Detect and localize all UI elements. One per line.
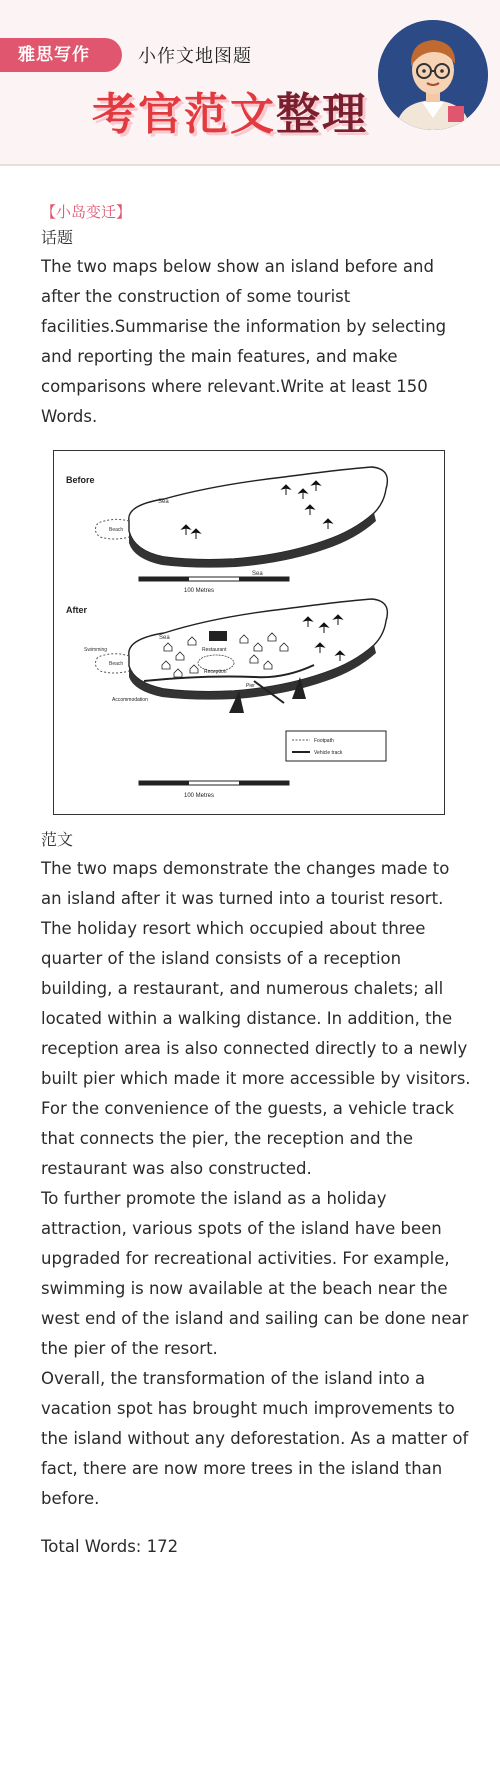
essay-paragraph-4: Overall, the transformation of the island into a vacation spot has brought much improvements to the island without any deforestation. As a matter of fact, there are now more trees in the island than before. (41, 1369, 469, 1508)
header-title (92, 78, 368, 142)
map-after-beach-label: Beach (109, 661, 124, 667)
map-before-sea-label: Sea (158, 499, 169, 505)
map-accommodation-label: Accommodation (112, 697, 148, 703)
essay-paragraph-3: To further promote the island as a holiday attraction, various spots of the island have been upgraded for recreational activities. For example, swimming is now available at the beach near the west end of the island and sailing can be done near the pier of the resort. (41, 1189, 469, 1358)
map-before-label: Before (66, 475, 95, 485)
map-before-beach-label: Beach (109, 527, 124, 533)
essay-paragraph-2: The holiday resort which occupied about three quarter of the island consists of a reception building, a restaurant, and numerous chalets; all located within a walking distance. In addition, the reception area is also connected directly to a newly built pier which made it more accessible by visitors. For the convenience of the guests, a vehicle track that connects the pier, the reception and the restaurant was also constructed. (41, 919, 471, 1178)
legend-footpath: Footpath (314, 738, 334, 744)
essay-label: 范文 (41, 830, 74, 849)
legend-vehicle-track: Vehicle track (314, 750, 343, 756)
map-before-scale-label: 100 Metres (184, 588, 215, 594)
map-after-label: After (66, 605, 88, 615)
map-pier-label: Pier (246, 683, 255, 689)
header-subtitle: 小作文地图题 (138, 46, 252, 67)
header-title-part1: 考官范文 (92, 89, 276, 140)
map-after-scale-label: 100 Metres (184, 793, 215, 799)
header-title-part2: 整理 (276, 89, 368, 140)
teacher-avatar (378, 20, 488, 130)
map-before-sea-label-2: Sea (252, 571, 263, 577)
header-divider (0, 164, 500, 166)
map-legend (286, 731, 386, 761)
restaurant-building (209, 631, 227, 641)
island-maps-figure (53, 450, 445, 815)
prompt-section (41, 200, 471, 432)
essay-section (41, 826, 471, 1562)
map-after-swimming-label: Swimming (84, 647, 108, 653)
header-tab: 雅思写作 (0, 38, 122, 72)
map-after-sea-label: Sea (159, 635, 170, 641)
before-scale-bar (139, 577, 289, 594)
after-scale-bar (139, 781, 289, 799)
map-restaurant-label: Restaurant (202, 647, 227, 653)
map-reception-label: Reception (204, 669, 227, 675)
header-banner (0, 0, 500, 165)
prompt-label: 话题 (41, 228, 74, 247)
prompt-text: The two maps below show an island before and after the construction of some tourist facilities.Summarise the information by selecting and reporting the main features, and make comparisons where relevant.Write at least 150 Words. (41, 257, 447, 426)
topic-tag: 【小岛变迁】 (41, 203, 132, 221)
total-words: Total Words: 172 (41, 1537, 179, 1556)
essay-paragraph-1: The two maps demonstrate the changes made to an island after it was turned into a tourist resort. (41, 859, 450, 908)
